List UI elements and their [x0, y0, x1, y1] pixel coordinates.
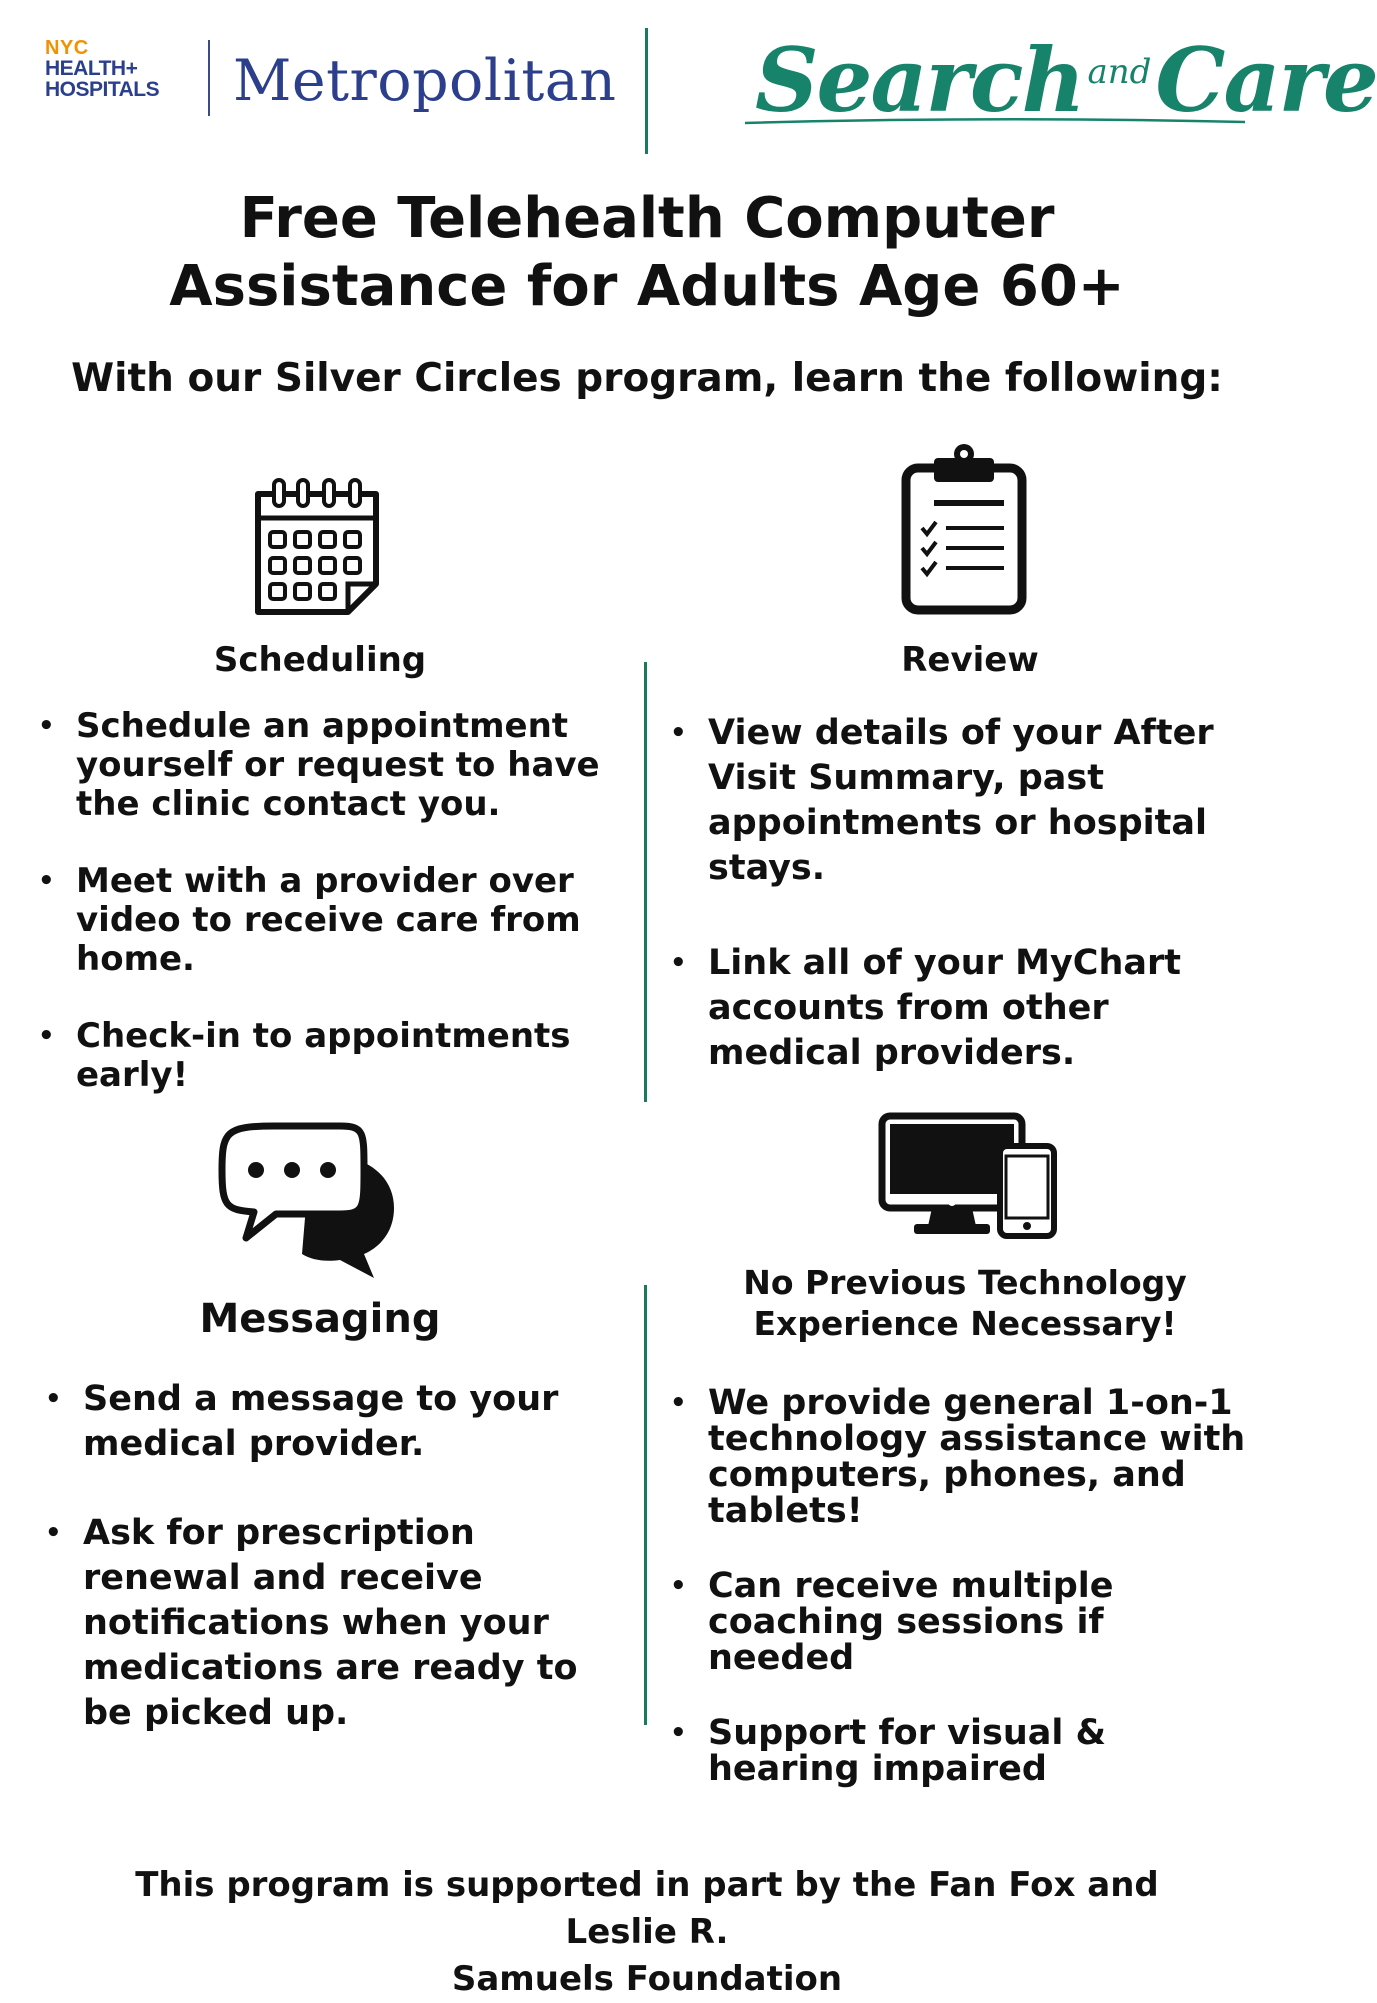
title-line-1: Free Telehealth Computer — [239, 186, 1055, 251]
devices-icon — [878, 1112, 1058, 1240]
review-list — [708, 711, 1228, 1126]
no-experience-heading-line-2: Experience Necessary! — [753, 1304, 1177, 1343]
list-item: • Send a message to your medical provider. — [83, 1377, 603, 1467]
metropolitan-logo-text: Metropolitan — [233, 48, 617, 114]
scheduling-list — [76, 707, 616, 1133]
list-item: • Check-in to appointments early! — [76, 1017, 616, 1095]
footer-sponsor-note — [100, 1862, 1194, 2003]
list-item: • Ask for prescription renewal and receive notifications when your medications are ready to be picked up. — [83, 1511, 603, 1736]
footer-line-1: This program is supported in part by the Fan Fox and Leslie R. — [135, 1865, 1159, 1952]
list-item: • Link all of your MyChart accounts from other medical providers. — [708, 941, 1228, 1076]
scheduling-heading: Scheduling — [213, 640, 427, 680]
calendar-icon — [250, 472, 384, 620]
search-and-care-logo — [745, 20, 1377, 140]
page-subtitle: With our Silver Circles program, learn the following: — [71, 356, 1223, 401]
logo-health-text: HEALTH+ — [45, 57, 138, 80]
messaging-heading: Messaging — [199, 1296, 441, 1342]
header-divider — [645, 28, 648, 154]
messaging-list — [83, 1377, 603, 1780]
chat-bubbles-icon — [218, 1122, 398, 1282]
list-item: • View details of your After Visit Summary, past appointments or hospital stays. — [708, 711, 1228, 891]
list-item: • Meet with a provider over video to receive care from home. — [76, 862, 616, 979]
logo-divider — [208, 40, 210, 116]
no-experience-heading — [705, 1262, 1225, 1344]
list-item: • We provide general 1-on-1 technology assistance with computers, phones, and tablets! — [708, 1385, 1248, 1529]
logo-care-word: Care — [1155, 28, 1377, 132]
logo-search-word: Search — [755, 28, 1084, 132]
list-item: • Support for visual & hearing impaired — [708, 1715, 1248, 1787]
clipboard-checklist-icon — [900, 440, 1028, 616]
review-heading: Review — [901, 640, 1039, 680]
logo-swash — [745, 118, 1245, 126]
logo-nyc-text: NYC — [45, 37, 89, 59]
logo-and-word: and — [1087, 52, 1152, 92]
nyc-health-hospitals-logo — [45, 38, 195, 100]
logo-hospitals-text: HOSPITALS — [45, 78, 160, 101]
list-item: • Schedule an appointment yourself or request to have the clinic contact you. — [76, 707, 616, 824]
title-line-2: Assistance for Adults Age 60+ — [169, 254, 1125, 319]
no-experience-list — [708, 1385, 1248, 1826]
column-divider-bottom — [644, 1285, 647, 1725]
footer-line-2: Samuels Foundation — [451, 1959, 843, 1999]
list-item: • Can receive multiple coaching sessions if needed — [708, 1568, 1248, 1676]
column-divider-top — [644, 662, 647, 1102]
page-title — [0, 185, 1294, 321]
no-experience-heading-line-1: No Previous Technology — [743, 1263, 1187, 1302]
